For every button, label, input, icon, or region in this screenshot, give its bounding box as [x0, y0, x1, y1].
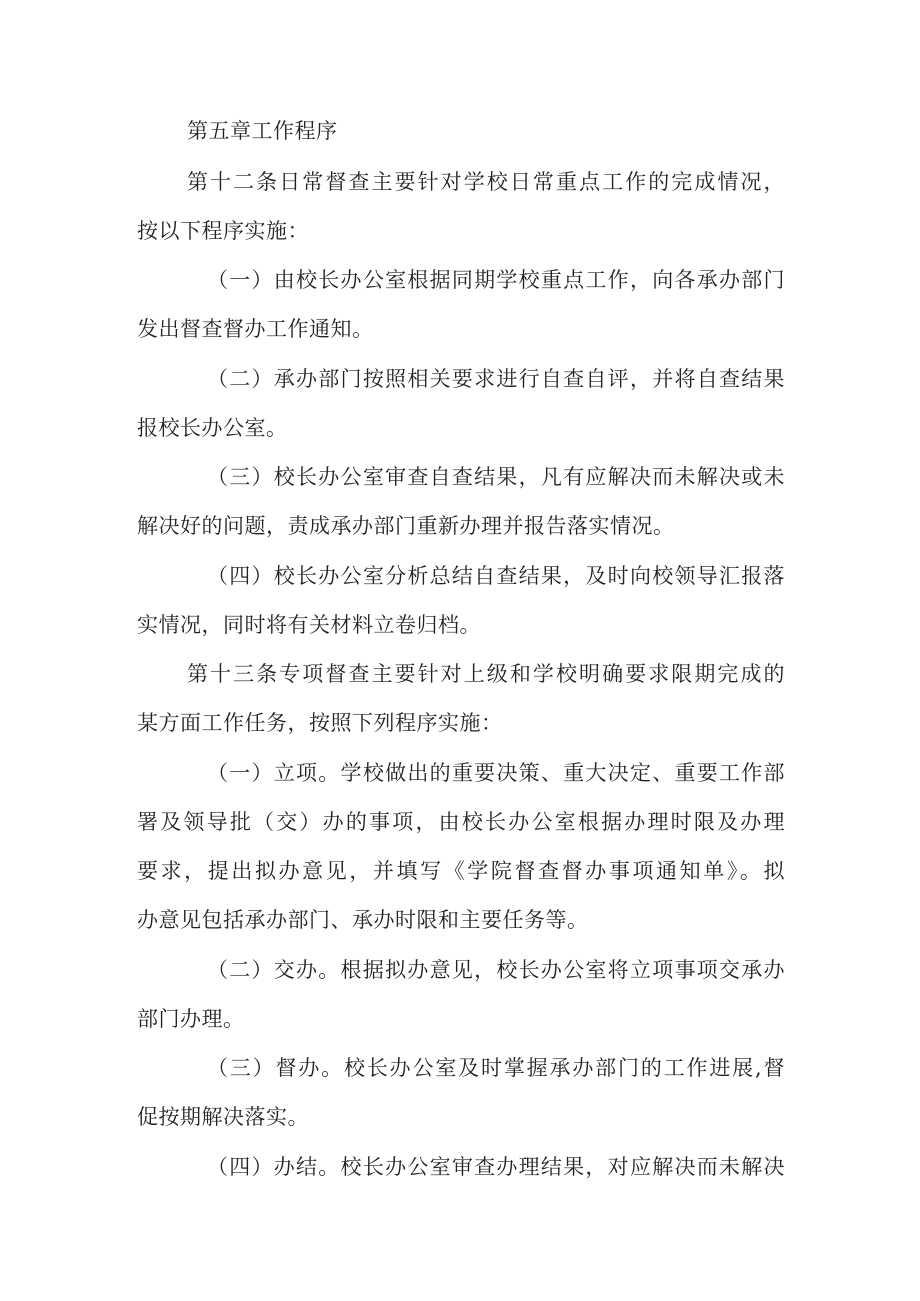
chapter-heading: 第五章工作程序 [187, 119, 338, 143]
article-13-item-1-line-4: 办意见包括承办部门、承办时限和主要任务等。 [137, 908, 589, 932]
article-13-item-3-line-2: 促按期解决落实。 [137, 1105, 309, 1129]
article-12-item-2-line-2: 报校长办公室。 [137, 416, 288, 440]
article-13-line-1: 第十三条专项督查主要针对上级和学校明确要求限期完成的 [187, 662, 785, 686]
article-12-item-4-line-2: 实情况，同时将有关材料立卷归档。 [137, 613, 481, 637]
article-13-item-1-line-3: 要求，提出拟办意见，并填写《学院督查督办事项通知单》。拟 [137, 859, 785, 883]
article-12-item-3-line-2: 解决好的问题，责成承办部门重新办理并报告落实情况。 [137, 514, 675, 538]
article-13-item-2-line-2: 部门办理。 [137, 1007, 245, 1031]
article-12-item-1-line-2: 发出督查督办工作通知。 [137, 317, 374, 341]
article-12-line-2: 按以下程序实施： [137, 219, 309, 243]
article-12-item-2-line-1: （二）承办部门按照相关要求进行自查自评，并将自查结果 [207, 367, 785, 391]
article-13-item-1-line-2: 署及领导批（交）办的事项，由校长办公室根据办理时限及办理 [137, 810, 785, 834]
article-13-item-3-line-1: （三）督办。校长办公室及时掌握承办部门的工作进展,督 [207, 1056, 785, 1080]
article-13-line-2: 某方面工作任务，按照下列程序实施： [137, 711, 503, 735]
article-12-item-1-line-1: （一）由校长办公室根据同期学校重点工作，向各承办部门 [207, 268, 785, 292]
article-12-item-3-line-1: （三）校长办公室审查自查结果，凡有应解决而未解决或未 [207, 465, 785, 489]
article-12-item-4-line-1: （四）校长办公室分析总结自查结果，及时向校领导汇报落 [207, 564, 785, 588]
article-13-item-1-line-1: （一）立项。学校做出的重要决策、重大决定、重要工作部 [207, 761, 785, 785]
article-12-line-1: 第十二条日常督查主要针对学校日常重点工作的完成情况， [187, 170, 785, 194]
article-13-item-4-line-1: （四）办结。校长办公室审查办理结果，对应解决而未解决 [207, 1155, 785, 1179]
article-13-item-2-line-1: （二）交办。根据拟办意见，校长办公室将立项事项交承办 [207, 958, 785, 982]
